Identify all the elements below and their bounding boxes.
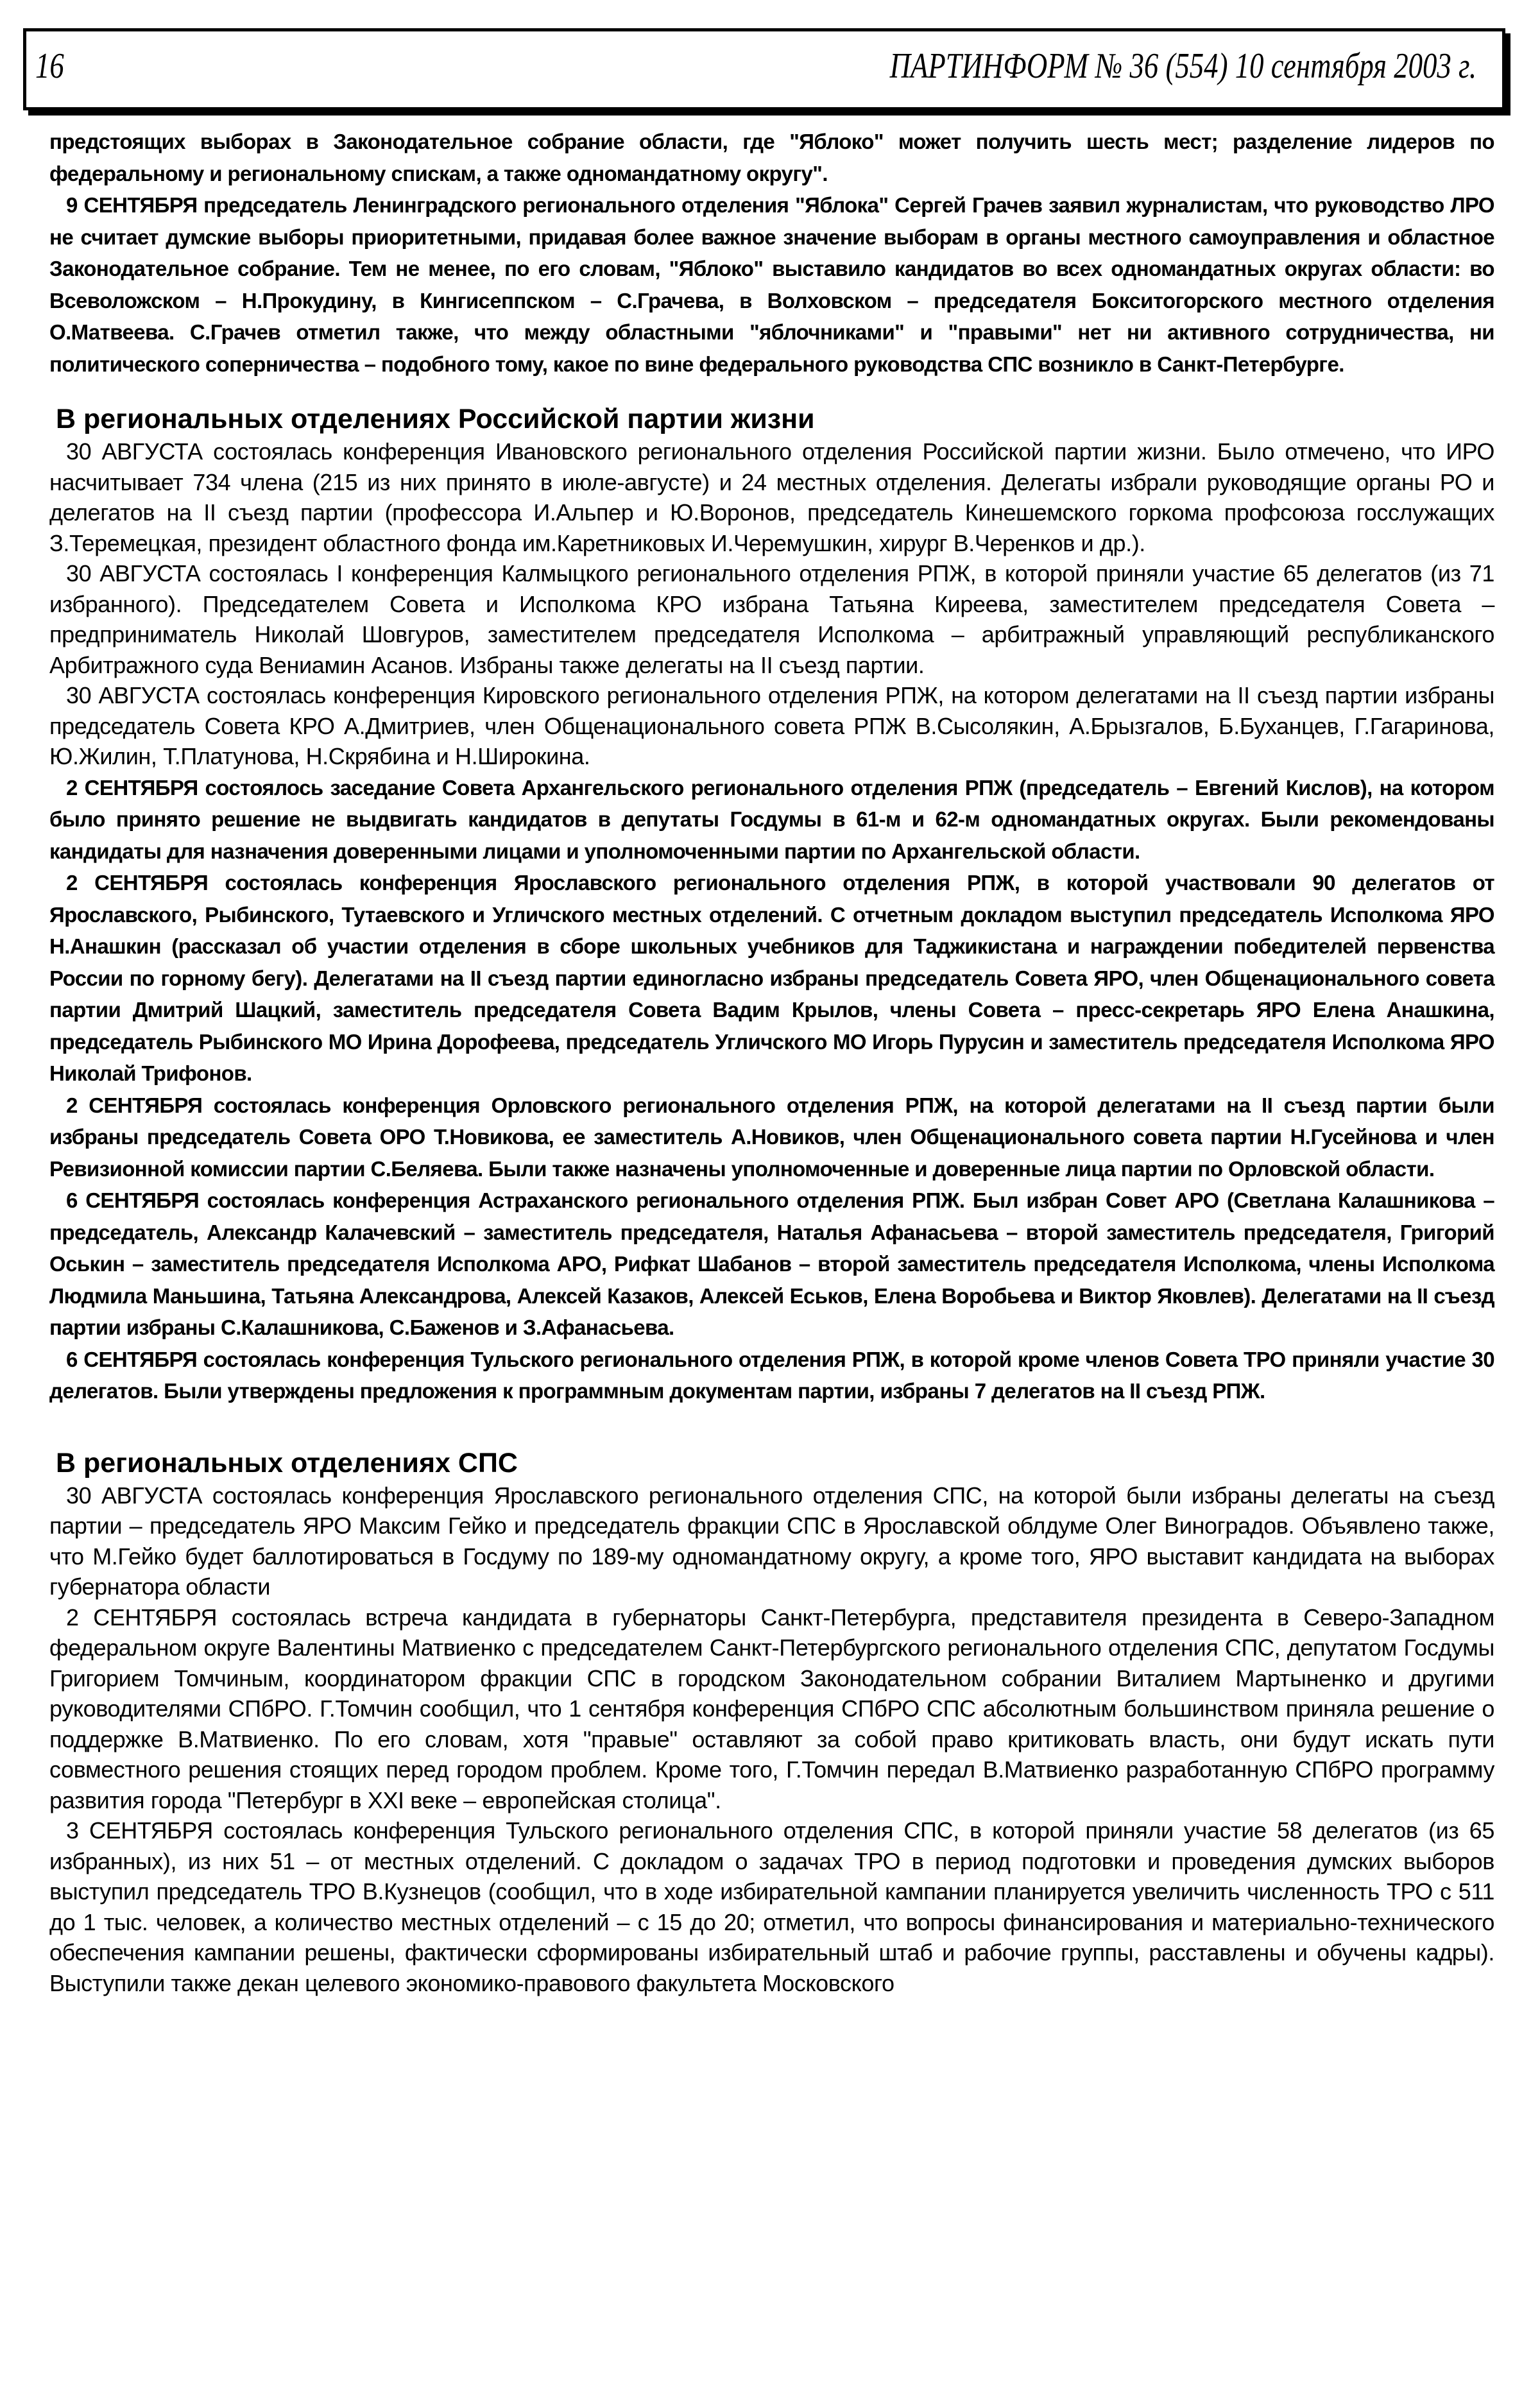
article-body bbox=[49, 126, 1494, 1998]
paragraph: 30 АВГУСТА состоялась конференция Кировского регионального отделения РПЖ, на котором делегатами на II съезд партии избраны председатель Совета КРО А.Дмитриев, член Общенационального совета РПЖ В.Сысолякин, А.Брызгалов, Б.Буханцев, Г.Гагаринова, Ю.Жилин, Т.Платунова, Н.Скрябина и Н.Широкина. bbox=[49, 682, 1494, 769]
paragraph: 6 СЕНТЯБРЯ состоялась конференция Тульского регионального отделения РПЖ, в которой кроме членов Совета ТРО приняли участие 30 делегатов. Были утверждены предложения к программным документам партии, избраны 7 делегатов на II съезд РПЖ. bbox=[49, 1347, 1494, 1403]
paragraph: 30 АВГУСТА состоялась конференция Ярославского регионального отделения СПС, на которой были избраны делегаты на съезд партии – председатель ЯРО Максим Гейко и председатель фракции СПС в Ярославской облдуме Олег Виноградов. Объявлено также, что М.Гейко будет баллотироваться в Госдуму по 189-му одномандатному округу, а кроме того, ЯРО выставит кандидата на выборах губернатора области bbox=[49, 1482, 1494, 1600]
page-number: 16 bbox=[35, 46, 64, 86]
paragraph: 2 СЕНТЯБРЯ состоялось заседание Совета Архангельского регионального отделения РПЖ (председатель – Евгений Кислов), на котором было принято решение не выдвигать кандидатов в депутаты Госдумы в 61-м и 62-м одномандатных округах. Были рекомендованы кандидаты для назначения доверенными лицами и уполномоченными партии по Архангельской области. bbox=[49, 775, 1494, 863]
paragraph: 6 СЕНТЯБРЯ состоялась конференция Астраханского регионального отделения РПЖ. Был избран Совет АРО (Светлана Калашникова – председатель, Александр Калачевский – заместитель председателя, Наталья Афанасьева – второй заместитель председателя, Григорий Оськин – заместитель председателя Исполкома АРО, Рифкат Шабанов – второй заместитель председателя Исполкома, члены Исполкома Людмила Маньшина, Татьяна Александрова, Алексей Казаков, Алексей Еськов, Елена Воробьева и Виктор Яковлев). Делегатами на II съезд партии избраны С.Калашникова, С.Баженов и З.Афанасьева. bbox=[49, 1188, 1494, 1339]
paragraph: 9 СЕНТЯБРЯ председатель Ленинградского регионального отделения "Яблока" Сергей Грачев заявил журналистам, что руководство ЛРО не считает думские выборы приоритетными, придавая более важное значение выборам в органы местного самоуправления и областное Законодательное собрание. Тем не менее, по его словам, "Яблоко" выставило кандидатов во всех одномандатных округах области: во Всеволожском – Н.Прокудину, в Кингисеппском – С.Грачева, в Волховском – председателя Бокситогорского местного отделения О.Матвеева. С.Грачев отметил также, что между областными "яблочниками" и "правыми" нет ни активного сотрудничества, ни политического соперничества – подобного тому, какое по вине федерального руководства СПС возникло в Санкт-Петербурге. bbox=[49, 193, 1494, 376]
paragraph: предстоящих выборах в Законодательное собрание области, где "Яблоко" может получить шесть мест; разделение лидеров по федеральному и региональному спискам, а также одномандатному округу". bbox=[49, 130, 1494, 185]
publication-title: ПАРТИНФОРМ № 36 (554) 10 сентября 2003 г. bbox=[889, 46, 1476, 86]
paragraph: 30 АВГУСТА состоялась I конференция Калмыцкого регионального отделения РПЖ, в которой приняли участие 65 делегатов (из 71 избранного). Председателем Совета и Исполкома КРО избрана Татьяна Киреева, заместителем председателя Совета – предприниматель Николай Шовгуров, заместителем председателя Исполкома – арбитражный управляющий республиканского Арбитражного суда Вениамин Асанов. Избраны также делегаты на II съезд партии. bbox=[49, 560, 1494, 678]
section-heading: В региональных отделениях СПС bbox=[56, 1447, 518, 1478]
paragraph: 30 АВГУСТА состоялась конференция Ивановского регионального отделения Российской партии жизни. Было отмечено, что ИРО насчитывает 734 члена (215 из них принято в июле-августе) и 24 местных отделения. Делегаты избрали руководящие органы РО и делегатов на II съезд партии (профессора И.Альпер и Ю.Воронов, председатель Кинешемского горкома профсоюза госслужащих З.Теремецкая, президент областного фонда им.Каретниковых И.Черемушкин, хирург В.Черенков и др.). bbox=[49, 438, 1494, 556]
paragraph: 2 СЕНТЯБРЯ состоялась конференция Орловского регионального отделения РПЖ, на которой делегатами на II съезд партии были избраны председатель Совета ОРО Т.Новикова, ее заместитель А.Новиков, член Общенационального совета партии Н.Гусейнова и член Ревизионной комиссии партии С.Беляева. Были также назначены уполномоченные и доверенные лица партии по Орловской области. bbox=[49, 1093, 1494, 1181]
paragraph: 2 СЕНТЯБРЯ состоялась конференция Ярославского регионального отделения РПЖ, в которой участвовали 90 делегатов от Ярославского, Рыбинского, Тутаевского и Угличского местных отделений. С отчетным докладом выступил председатель Исполкома ЯРО Н.Анашкин (рассказал об участии отделения в сборе школьных учебников для Таджикистана и награждении победителей первенства России по горному бегу). Делегатами на II съезд партии единогласно избраны председатель Совета ЯРО, член Общенационального совета партии Дмитрий Шацкий, заместитель председателя Совета Вадим Крылов, члены Совета – пресс-секретарь ЯРО Елена Анашкина, председатель Рыбинского МО Ирина Дорофеева, председатель Угличского МО Игорь Пурусин и заместитель председателя Исполкома ЯРО Николай Трифонов. bbox=[49, 871, 1494, 1085]
paragraph: 3 СЕНТЯБРЯ состоялась конференция Тульского регионального отделения СПС, в которой приняли участие 58 делегатов (из 65 избранных), из них 51 – от местных отделений. С докладом о задачах ТРО в период подготовки и проведения думских выборов выступил председатель ТРО В.Кузнецов (сообщил, что в ходе избирательной кампании планируется увеличить численность ТРО с 511 до 1 тыс. человек, а количество местных отделений – с 15 до 20; отметил, что вопросы финансирования и материально-технического обеспечения кампании решены, фактически сформированы избирательный штаб и рабочие группы, расставлены и обучены кадры). Выступили также декан целевого экономико-правового факультета Московского bbox=[49, 1817, 1494, 1996]
page-header bbox=[23, 28, 1505, 110]
paragraph: 2 СЕНТЯБРЯ состоялась встреча кандидата в губернаторы Санкт-Петербурга, представителя президента в Северо-Западном федеральном округе Валентины Матвиенко с председателем Санкт-Петербургского регионального отделения СПС, депутатом Госдумы Григорием Томчиным, координатором фракции СПС в городском Законодательном собрании Виталием Мартыненко и другими руководителями СПбРО. Г.Томчин сообщил, что 1 сентября конференция СПбРО СПС абсолютным большинством приняла решение о поддержке В.Матвиенко. По его словам, хотя "правые" оставляют за собой право критиковать власть, они будут искать пути совместного решения стоящих перед городом проблем. Кроме того, Г.Томчин передал В.Матвиенко разработанную СПбРО программу развития города "Петербург в XXI веке – европейская столица". bbox=[49, 1604, 1494, 1813]
section-heading: В региональных отделениях Российской партии жизни bbox=[56, 404, 815, 434]
